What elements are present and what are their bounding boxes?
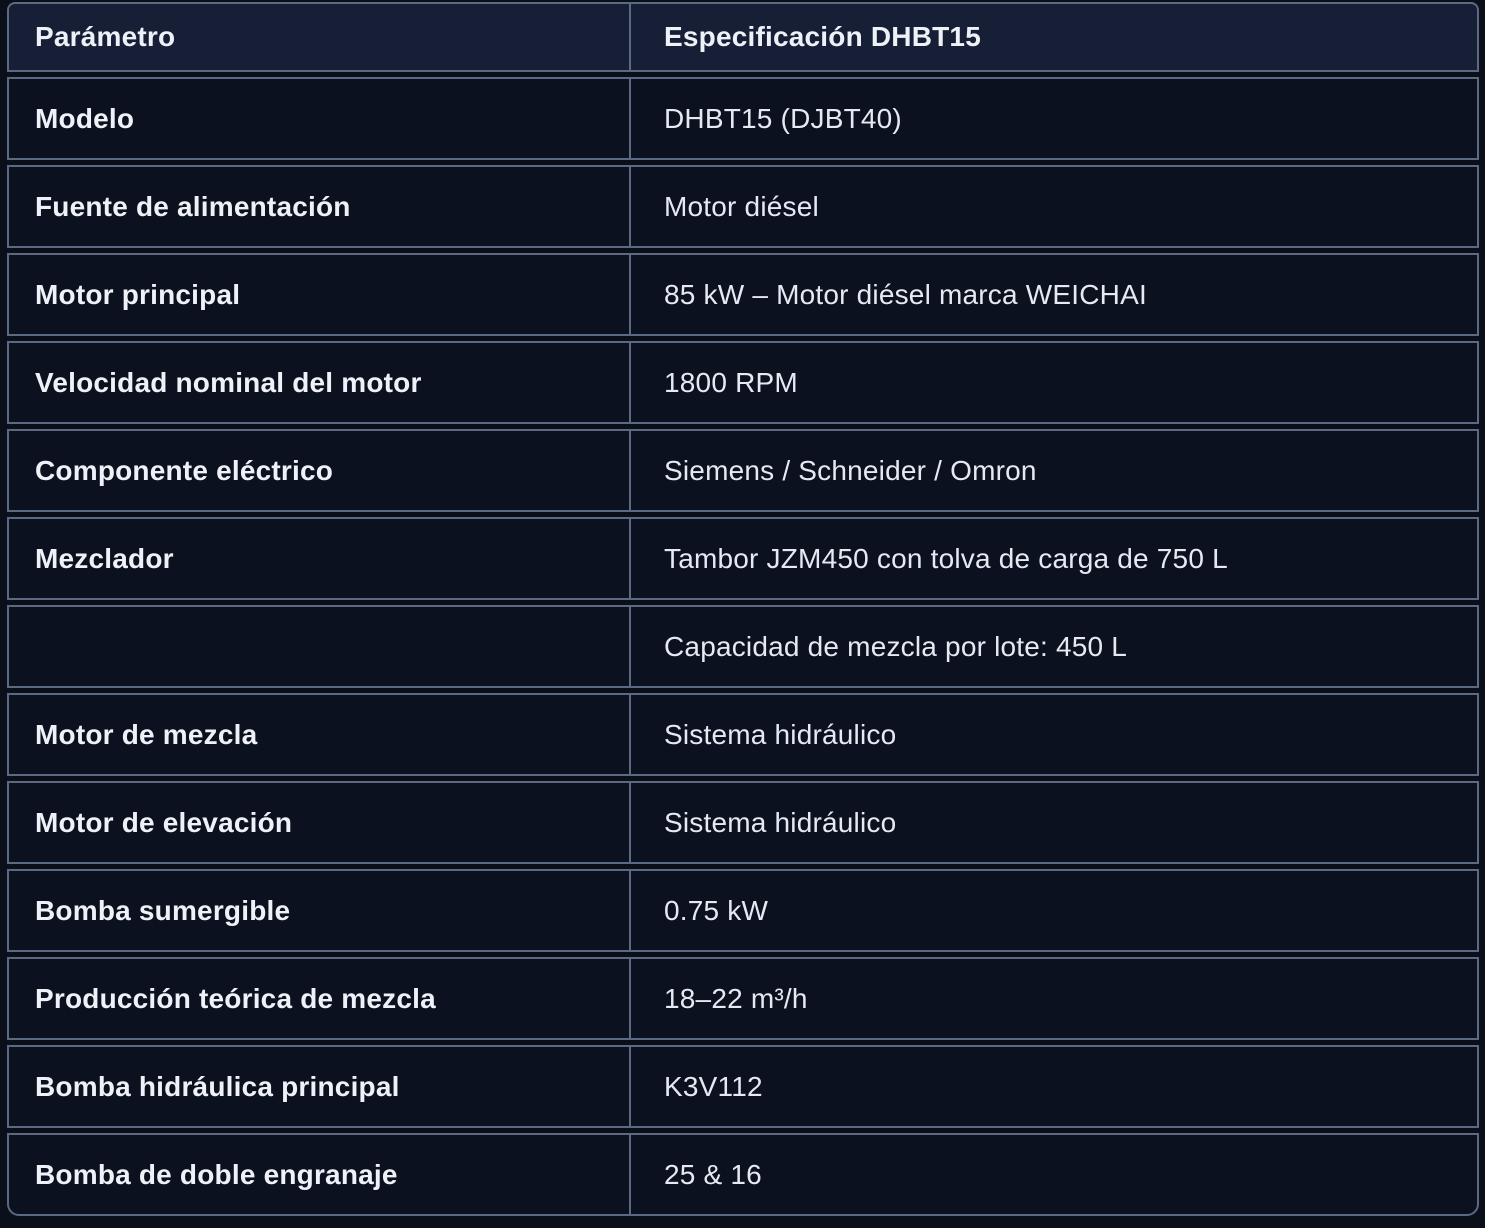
param-cell: Modelo bbox=[35, 102, 135, 134]
param-cell bbox=[9, 607, 629, 686]
param-cell: Velocidad nominal del motor bbox=[35, 366, 422, 398]
value-cell: Sistema hidráulico bbox=[629, 783, 1477, 862]
value-cell: Tambor JZM450 con tolva de carga de 750 L bbox=[629, 519, 1477, 598]
table-row bbox=[7, 781, 1479, 864]
table-row bbox=[7, 869, 1479, 952]
param-cell: Fuente de alimentación bbox=[35, 190, 351, 222]
table-row bbox=[7, 517, 1479, 600]
param-cell: Bomba hidráulica principal bbox=[35, 1070, 400, 1102]
table-row bbox=[7, 77, 1479, 160]
param-cell: Componente eléctrico bbox=[35, 454, 334, 486]
table-row bbox=[7, 605, 1479, 688]
param-cell: Producción teórica de mezcla bbox=[35, 982, 436, 1014]
table-row bbox=[7, 693, 1479, 776]
value-cell: Sistema hidráulico bbox=[629, 695, 1477, 774]
spec-table bbox=[7, 2, 1479, 1216]
column-header-parametro: Parámetro bbox=[35, 21, 176, 53]
param-cell: Motor de elevación bbox=[35, 806, 293, 838]
value-cell: 25 & 16 bbox=[629, 1135, 1477, 1214]
table-header-row bbox=[7, 2, 1479, 72]
value-cell: DHBT15 (DJBT40) bbox=[629, 79, 1477, 158]
value-cell: K3V112 bbox=[629, 1047, 1477, 1126]
param-cell: Bomba sumergible bbox=[35, 894, 291, 926]
value-cell: Capacidad de mezcla por lote: 450 L bbox=[629, 607, 1477, 686]
column-header-especificacion: Especificación DHBT15 bbox=[629, 4, 1477, 70]
value-cell: Motor diésel bbox=[629, 167, 1477, 246]
table-row bbox=[7, 253, 1479, 336]
table-row bbox=[7, 341, 1479, 424]
table-row bbox=[7, 165, 1479, 248]
value-cell: 18–22 m³/h bbox=[629, 959, 1477, 1038]
param-cell: Motor principal bbox=[35, 278, 241, 310]
table-body bbox=[7, 77, 1479, 1216]
param-cell: Bomba de doble engranaje bbox=[35, 1158, 398, 1190]
table-row bbox=[7, 1133, 1479, 1216]
table-row bbox=[7, 1045, 1479, 1128]
value-cell: 85 kW – Motor diésel marca WEICHAI bbox=[629, 255, 1477, 334]
value-cell: 1800 RPM bbox=[629, 343, 1477, 422]
value-cell: 0.75 kW bbox=[629, 871, 1477, 950]
table-row bbox=[7, 957, 1479, 1040]
param-cell: Mezclador bbox=[35, 542, 174, 574]
param-cell: Motor de mezcla bbox=[35, 718, 258, 750]
table-row bbox=[7, 429, 1479, 512]
value-cell: Siemens / Schneider / Omron bbox=[629, 431, 1477, 510]
